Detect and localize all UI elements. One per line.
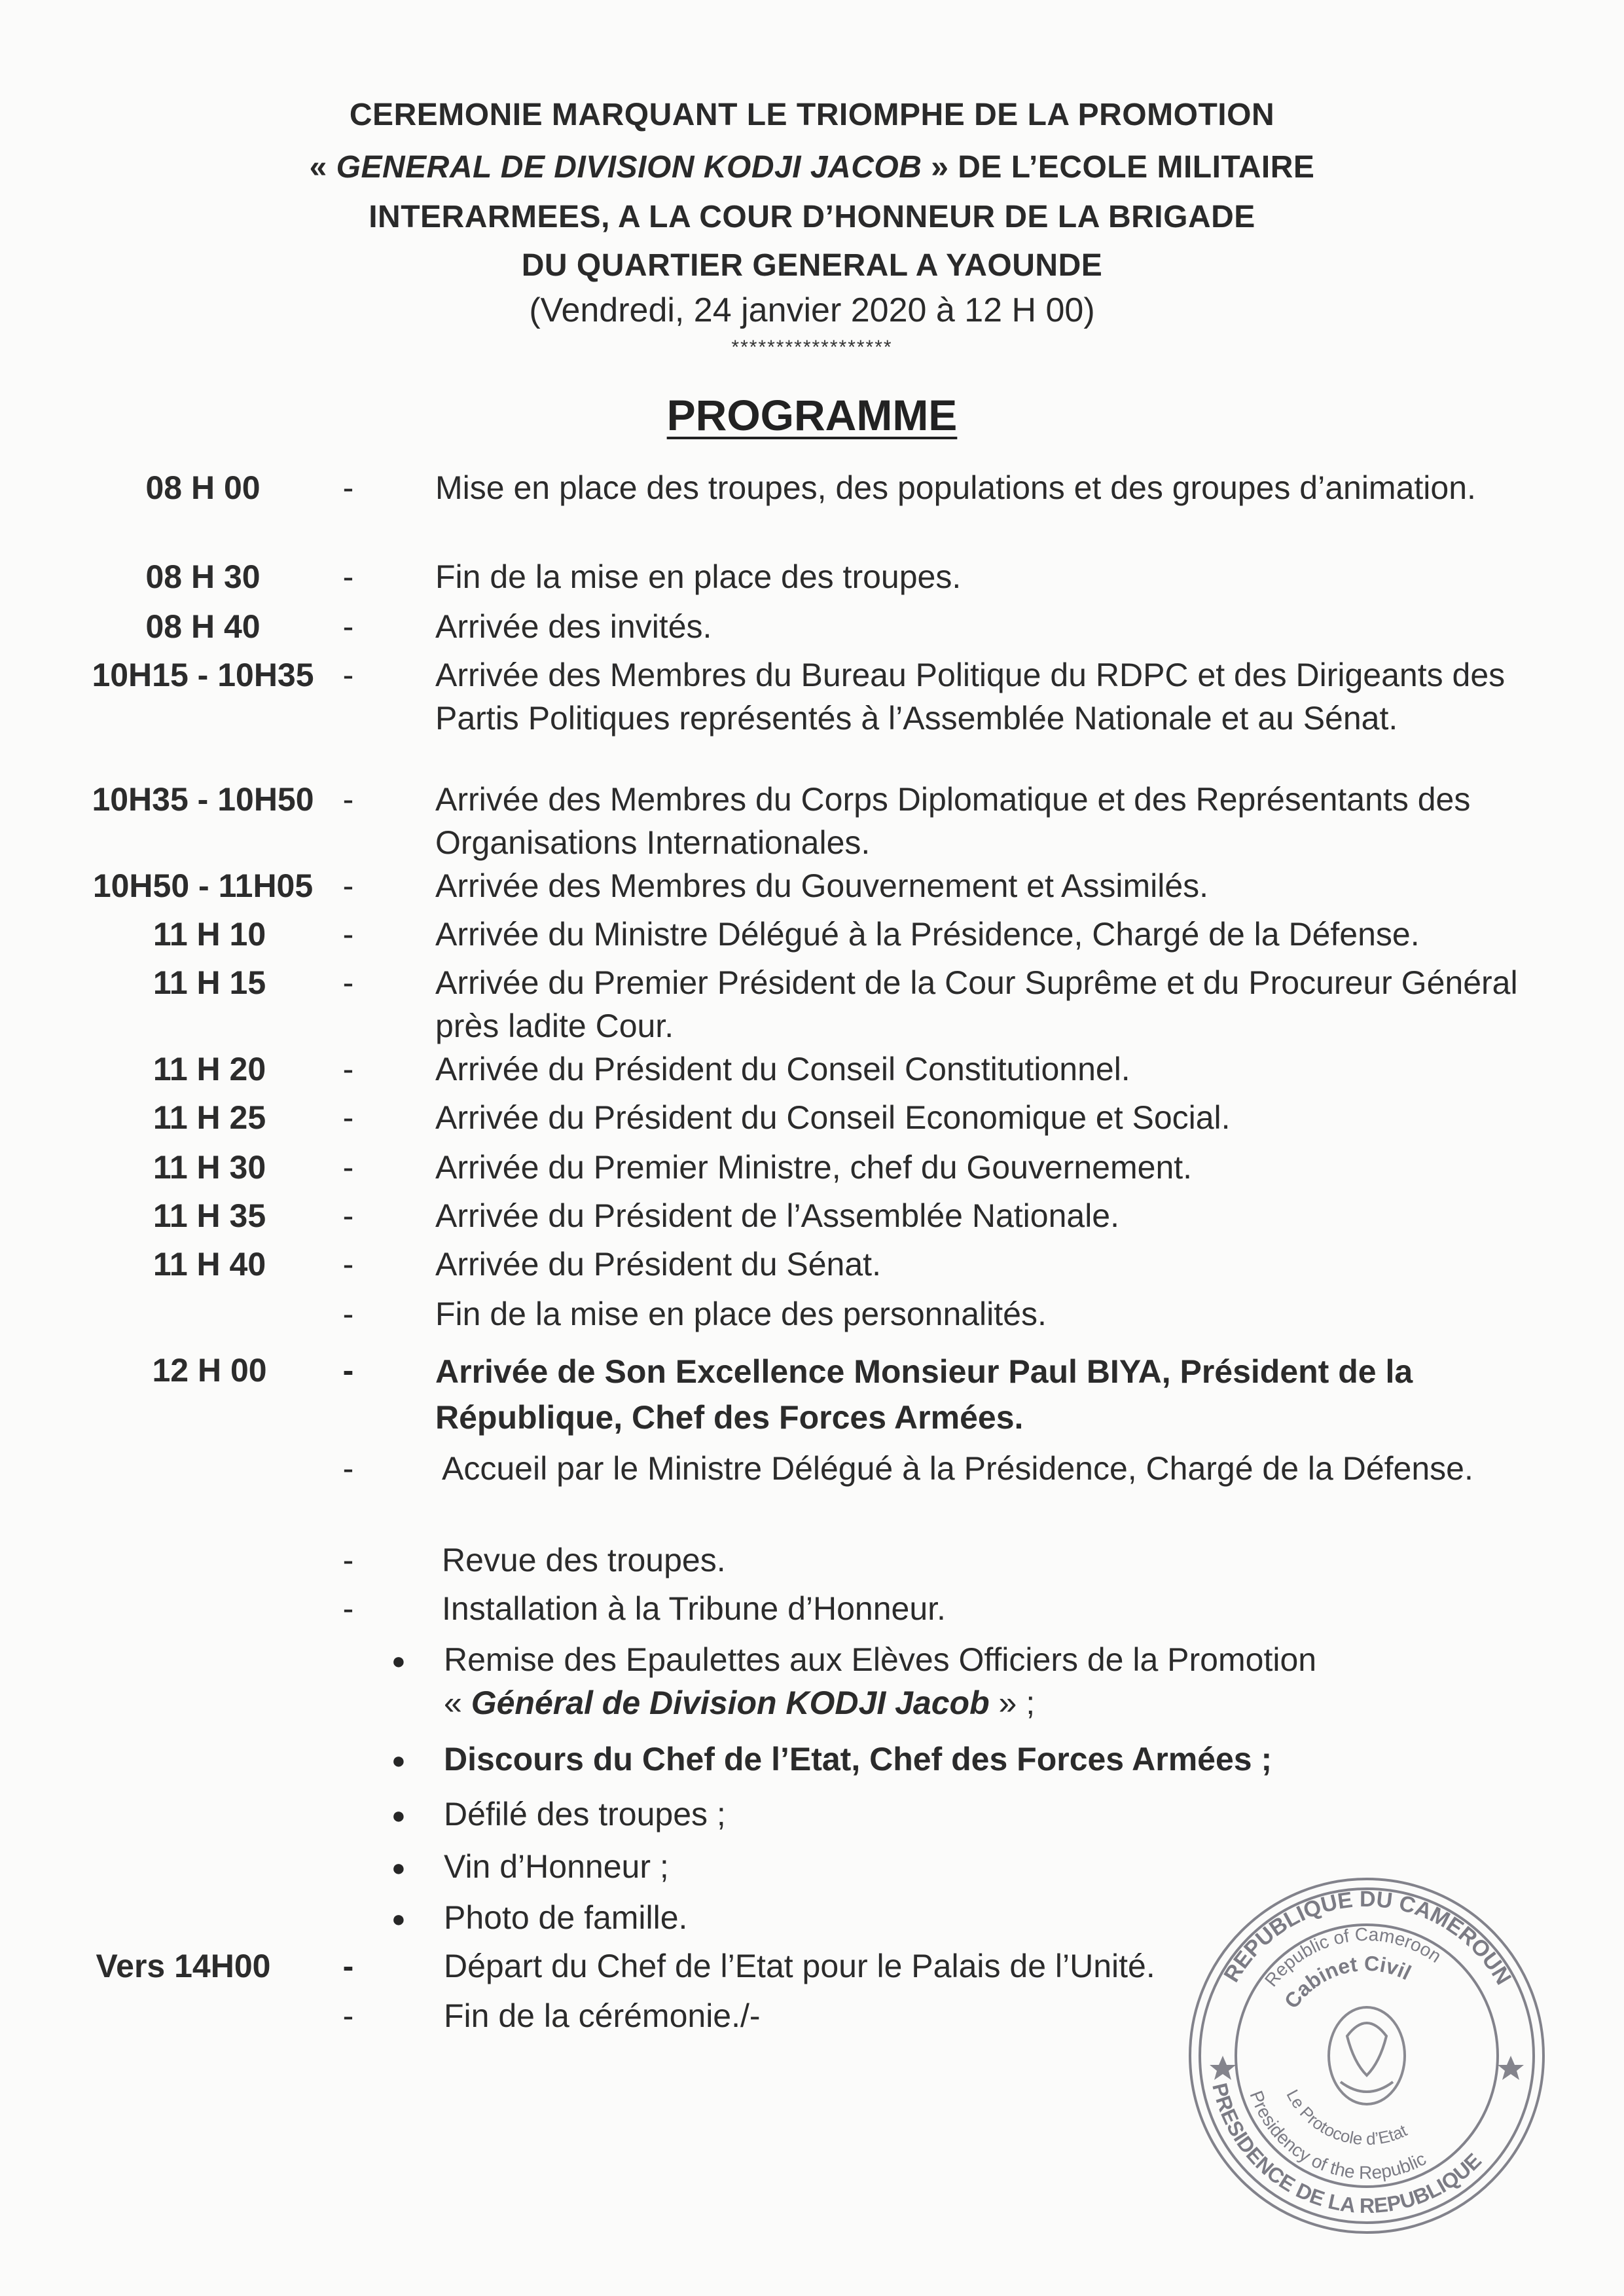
schedule-dash: - <box>342 608 354 645</box>
schedule-time: 08 H 30 <box>145 558 261 595</box>
schedule-time: 11 H 25 <box>153 1099 266 1136</box>
promotion-name: GENERAL DE DIVISION KODJI JACOB <box>336 150 922 185</box>
schedule-text: Arrivée des Membres du Gouvernement et Assimilés. <box>435 867 1209 904</box>
seal-outer-top-text: REPUBLIQUE DU CAMEROUN <box>1219 1886 1516 1990</box>
separator-stars: ****************** <box>731 337 893 358</box>
schedule-dash: - <box>342 558 354 595</box>
header-quote-open: « <box>309 150 336 185</box>
header-line-4: DU QUARTIER GENERAL A YAOUNDE <box>521 248 1103 283</box>
schedule-dash: - <box>342 1590 354 1627</box>
header-line-2 <box>0 149 1624 185</box>
bullet-icon: ● <box>391 1747 406 1774</box>
schedule-dash: - <box>342 916 354 953</box>
header-line-3: INTERARMEES, A LA COUR D’HONNEUR DE LA BRIGADE <box>369 200 1255 234</box>
seal-center-bottom-text: Le Protocole d’Etat <box>1282 2086 1411 2149</box>
schedule-text: Départ du Chef de l’Etat pour le Palais de l’Unité. <box>444 1948 1155 1984</box>
schedule-text: Arrivée de Son Excellence Monsieur Paul BIYA, Président de la République, Chef des Forces Armées. <box>435 1353 1413 1436</box>
bullet-text <box>444 1638 1536 1724</box>
schedule-dash: - <box>342 867 354 904</box>
event-date: (Vendredi, 24 janvier 2020 à 12 H 00) <box>529 291 1095 329</box>
bullet-icon: ● <box>391 1647 406 1674</box>
schedule-dash: - <box>342 781 354 818</box>
schedule-text: Arrivée du Président du Conseil Constitutionnel. <box>435 1051 1130 1087</box>
seal-center-top-text: Cabinet Civil <box>1279 1951 1415 2013</box>
schedule-dash: - <box>342 1450 354 1487</box>
bullet-icon: ● <box>391 1905 406 1932</box>
schedule-dash: - <box>342 964 354 1001</box>
schedule-text: Arrivée du Président de l’Assemblée Nationale. <box>435 1197 1119 1234</box>
schedule-text: Arrivée du Président du Sénat. <box>435 1246 881 1283</box>
schedule-time: 11 H 35 <box>153 1197 266 1234</box>
schedule-text: Arrivée du Premier Président de la Cour Suprême et du Procureur Général près ladite Cour. <box>435 964 1518 1044</box>
bullet-text: Discours du Chef de l’Etat, Chef des Forces Armées ; <box>444 1741 1272 1777</box>
seal-inner-top-text: Republic of Cameroon <box>1261 1923 1445 1991</box>
promotion-name-italic: Général de Division KODJI Jacob <box>471 1685 990 1721</box>
schedule-dash: - <box>342 657 354 693</box>
schedule-text: Accueil par le Ministre Délégué à la Présidence, Chargé de la Défense. <box>442 1450 1473 1487</box>
schedule-dash: - <box>342 1149 354 1186</box>
schedule-time: 10H50 - 11H05 <box>92 867 314 904</box>
schedule-dash: - <box>342 1197 354 1234</box>
seal-emblem-icon <box>1329 2007 1405 2104</box>
schedule-time: 08 H 00 <box>145 469 261 506</box>
quote-close: » ; <box>989 1685 1036 1721</box>
schedule-time: 11 H 15 <box>153 964 266 1001</box>
bullet-text: Vin d’Honneur ; <box>444 1848 669 1885</box>
schedule-dash: - <box>342 1051 354 1087</box>
schedule-text: Fin de la mise en place des personnalités. <box>435 1296 1047 1332</box>
seal-inner-bottom-text: Presidency of the Republic <box>1246 2088 1430 2183</box>
schedule-dash: - <box>342 1542 354 1578</box>
schedule-text: Arrivée du Premier Ministre, chef du Gouvernement. <box>435 1149 1193 1186</box>
bullet-text-main: Remise des Epaulettes aux Elèves Officiers de la Promotion <box>444 1641 1317 1678</box>
official-seal-stamp <box>1183 1872 1550 2239</box>
header-line-1: CEREMONIE MARQUANT LE TRIOMPHE DE LA PROMOTION <box>349 98 1275 132</box>
bullet-icon: ● <box>391 1802 406 1829</box>
seal-outer-bottom-text: PRESIDENCE DE LA REPUBLIQUE <box>1208 2081 1487 2218</box>
schedule-time: 08 H 40 <box>145 608 261 645</box>
schedule-text: Mise en place des troupes, des populations et des groupes d’animation. <box>435 469 1476 506</box>
schedule-time: 11 H 20 <box>153 1051 266 1087</box>
schedule-text: Fin de la mise en place des troupes. <box>435 558 962 595</box>
bullet-text: Photo de famille. <box>444 1899 688 1936</box>
schedule-dash: - <box>342 1246 354 1283</box>
schedule-text: Arrivée des Membres du Corps Diplomatique et des Représentants des Organisations Internationales. <box>435 781 1471 861</box>
schedule-dash: - <box>342 1948 354 1984</box>
schedule-text: Fin de la cérémonie./- <box>444 1997 761 2034</box>
schedule-text: Installation à la Tribune d’Honneur. <box>442 1590 946 1627</box>
schedule-text: Arrivée du Président du Conseil Economique et Social. <box>435 1099 1231 1136</box>
schedule-dash: - <box>342 1296 354 1332</box>
bullet-icon: ● <box>391 1854 406 1881</box>
schedule-time: Vers 14H00 <box>96 1948 271 1984</box>
schedule-dash: - <box>342 1352 354 1389</box>
schedule-time: 11 H 30 <box>153 1149 266 1186</box>
schedule-time: 10H15 - 10H35 <box>92 657 314 693</box>
quote-open: « <box>444 1685 471 1721</box>
schedule-time: 11 H 40 <box>153 1246 266 1283</box>
schedule-time: 12 H 00 <box>152 1352 267 1389</box>
schedule-text: Revue des troupes. <box>442 1542 726 1578</box>
schedule-text: Arrivée des invités. <box>435 608 712 645</box>
schedule-dash: - <box>342 469 354 506</box>
schedule-dash: - <box>342 1099 354 1136</box>
schedule-text: Arrivée des Membres du Bureau Politique du RDPC et des Dirigeants des Partis Politiques représentés à l’Assemblée Nationale et au Sénat. <box>435 657 1506 737</box>
schedule-text: Arrivée du Ministre Délégué à la Présidence, Chargé de la Défense. <box>435 916 1420 953</box>
bullet-text: Défilé des troupes ; <box>444 1796 726 1832</box>
schedule-time: 10H35 - 10H50 <box>92 781 314 818</box>
schedule-time: 11 H 10 <box>153 916 266 953</box>
header-line-2-rest: » DE L’ECOLE MILITAIRE <box>922 150 1315 185</box>
programme-title: PROGRAMME <box>666 391 958 439</box>
schedule-dash: - <box>342 1997 354 2034</box>
